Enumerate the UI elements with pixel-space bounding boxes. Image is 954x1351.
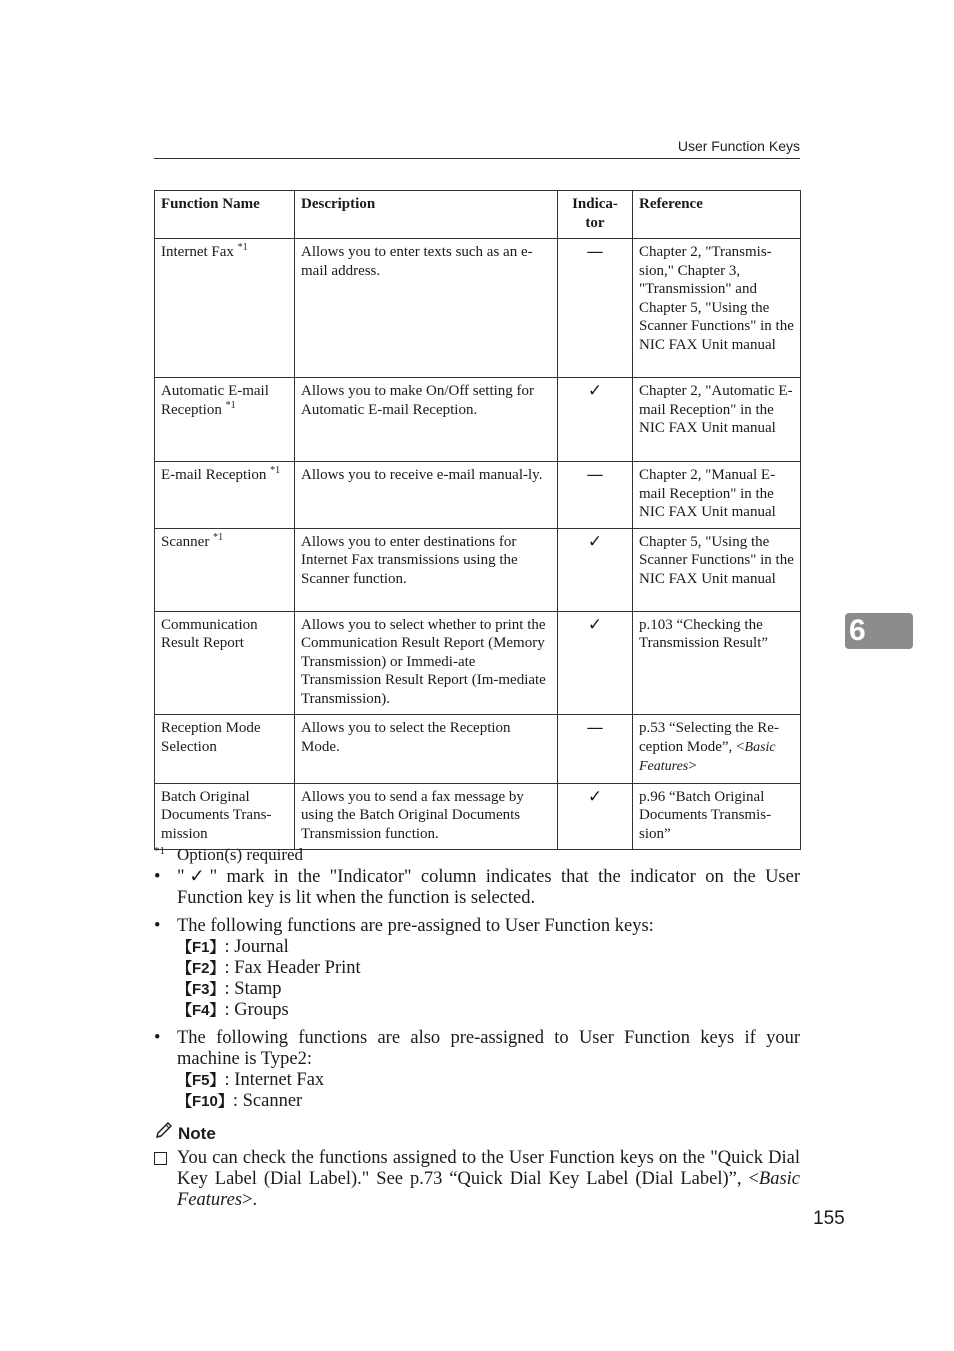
table-footnote: [154, 845, 304, 865]
indicator-cell: [558, 239, 633, 378]
note-text: You can check the functions assigned to the User Function keys on the "Quick Dial Key Label (Dial Label)." See p.73 “Quick Dial Key Label (Dial Label)”, <: [177, 1148, 800, 1189]
key-assignment: [177, 1091, 800, 1112]
key-function: : Groups: [224, 1000, 289, 1020]
note-suffix: >.: [242, 1190, 258, 1210]
check-icon: ✓: [587, 531, 603, 552]
table-row: [155, 378, 801, 462]
key-f4: 【F4】: [177, 1002, 225, 1019]
key-assignment: [177, 1000, 800, 1021]
indicator-cell: [558, 462, 633, 529]
reference-cell: Chapter 5, "Using the Scanner Functions" in the NIC FAX Unit manual: [633, 528, 801, 611]
reference-cell: Chapter 2, "Transmis-sion," Chapter 3, "Transmission" and Chapter 5, "Using the Scanner Functions" in the NIC FAX Unit manual: [633, 239, 801, 378]
function-name: E-mail Reception: [161, 467, 271, 483]
function-name: Internet Fax: [161, 244, 238, 260]
bullet-dot-icon: •: [154, 916, 161, 936]
key-assignment: [177, 979, 800, 1000]
function-name: Communication Result Report: [161, 616, 258, 651]
check-icon: ✓: [587, 381, 603, 401]
bullet-dot-icon: •: [154, 1028, 161, 1048]
key-function: : Fax Header Print: [224, 958, 361, 978]
key-f2: 【F2】: [177, 960, 225, 977]
check-icon: ✓: [587, 614, 603, 635]
running-header: User Function Keys: [677, 138, 800, 154]
indicator-mark: —: [586, 718, 604, 738]
key-assignment: [177, 1070, 800, 1091]
reference-manual-title: Basic Features: [639, 739, 776, 774]
footnote-mark: *1: [237, 242, 248, 253]
table-row: [155, 239, 801, 378]
header-rule: [154, 158, 800, 159]
function-name-cell: [155, 378, 295, 462]
list-item: [154, 867, 800, 909]
function-table: [154, 190, 801, 850]
footnote-mark: *1: [270, 465, 281, 476]
key-function: : Internet Fax: [224, 1070, 325, 1090]
reference-cell: Chapter 2, "Manual E-mail Reception" in the NIC FAX Unit manual: [633, 462, 801, 529]
list-item: [154, 916, 800, 1021]
function-name: Batch Original Documents Trans-mission: [161, 788, 272, 842]
footnote-mark: *1: [213, 531, 224, 543]
reference-suffix: >: [688, 758, 697, 774]
header-description: Description: [295, 191, 558, 239]
description-cell: Allows you to enter texts such as an e-mail address.: [295, 239, 558, 378]
footnote-text: Option(s) required: [177, 845, 304, 864]
table-header-row: [155, 191, 801, 239]
function-name-cell: [155, 611, 295, 715]
reference-cell: [633, 715, 801, 784]
key-assignment: [177, 937, 800, 958]
function-name-cell: [155, 528, 295, 611]
footnote-mark: *1: [225, 399, 236, 411]
note-item: [154, 1148, 800, 1211]
key-assignment: [177, 958, 800, 979]
table-row: [155, 715, 801, 784]
bullet-dot-icon: •: [154, 867, 161, 887]
note-title: Note: [178, 1123, 216, 1143]
indicator-cell: [558, 611, 633, 715]
indicator-cell: [558, 528, 633, 611]
chapter-tab: 6: [845, 613, 913, 649]
bullet-text: The following functions are also pre-assigned to User Function keys if your machine is Type2:: [177, 1028, 800, 1069]
bullet-list: [154, 867, 800, 1119]
note-manual-title: Basic Features: [177, 1169, 800, 1210]
indicator-mark: —: [586, 242, 604, 262]
function-name: Automatic E-mail Reception: [161, 383, 269, 418]
key-f5: 【F5】: [177, 1072, 225, 1089]
table-row: [155, 528, 801, 611]
check-icon: ✓: [587, 786, 603, 807]
function-name-cell: [155, 783, 295, 850]
function-name: Scanner: [161, 533, 214, 550]
function-name-cell: [155, 239, 295, 378]
page-number: 155: [813, 1208, 845, 1229]
header-reference: Reference: [633, 191, 801, 239]
key-function: : Scanner: [232, 1091, 303, 1111]
key-function: : Journal: [224, 937, 289, 957]
function-name-cell: [155, 462, 295, 529]
note-text-block: [154, 1148, 800, 1211]
table-row: [155, 783, 801, 850]
note-heading: [154, 1122, 216, 1145]
reference-cell: p.103 “Checking the Transmission Result”: [633, 611, 801, 715]
bullet-text: The following functions are pre-assigned to User Function keys:: [177, 916, 654, 936]
description-cell: Allows you to enter destinations for Internet Fax transmissions using the Scanner function.: [295, 528, 558, 611]
pencil-icon: [154, 1122, 174, 1145]
indicator-cell: [558, 378, 633, 462]
header-indicator: Indica- tor: [558, 191, 633, 239]
indicator-mark: —: [586, 465, 604, 485]
description-cell: Allows you to send a fax message by using the Batch Original Documents Transmission function.: [295, 783, 558, 850]
description-cell: Allows you to select whether to print the Communication Result Report (Memory Transmission) or Immedi-ate Transmission Result Report (Im-mediate Transmission).: [295, 611, 558, 715]
description-cell: Allows you to receive e-mail manual-ly.: [295, 462, 558, 529]
table-row: [155, 462, 801, 529]
description-cell: Allows you to make On/Off setting for Automatic E-mail Reception.: [295, 378, 558, 462]
key-f1: 【F1】: [177, 939, 225, 956]
bullet-text: "✓" mark in the "Indicator" column indicates that the indicator on the User Function key is lit when the function is selected.: [177, 867, 800, 908]
checkbox-square-icon: [154, 1152, 167, 1165]
reference-text: p.53 “Selecting the Re-ception Mode”, <: [639, 720, 779, 755]
footnote-mark: *1: [154, 845, 165, 857]
description-cell: Allows you to select the Reception Mode.: [295, 715, 558, 784]
table-row: [155, 611, 801, 715]
key-f10: 【F10】: [177, 1093, 233, 1110]
function-name: Reception Mode Selection: [161, 720, 261, 755]
reference-cell: p.96 “Batch Original Documents Transmis-sion”: [633, 783, 801, 850]
list-item: [154, 1028, 800, 1112]
function-name-cell: [155, 715, 295, 784]
reference-cell: Chapter 2, "Automatic E-mail Reception" in the NIC FAX Unit manual: [633, 378, 801, 462]
header-function-name: Function Name: [155, 191, 295, 239]
indicator-cell: [558, 715, 633, 784]
key-function: : Stamp: [224, 979, 282, 999]
indicator-cell: [558, 783, 633, 850]
key-f3: 【F3】: [177, 981, 225, 998]
